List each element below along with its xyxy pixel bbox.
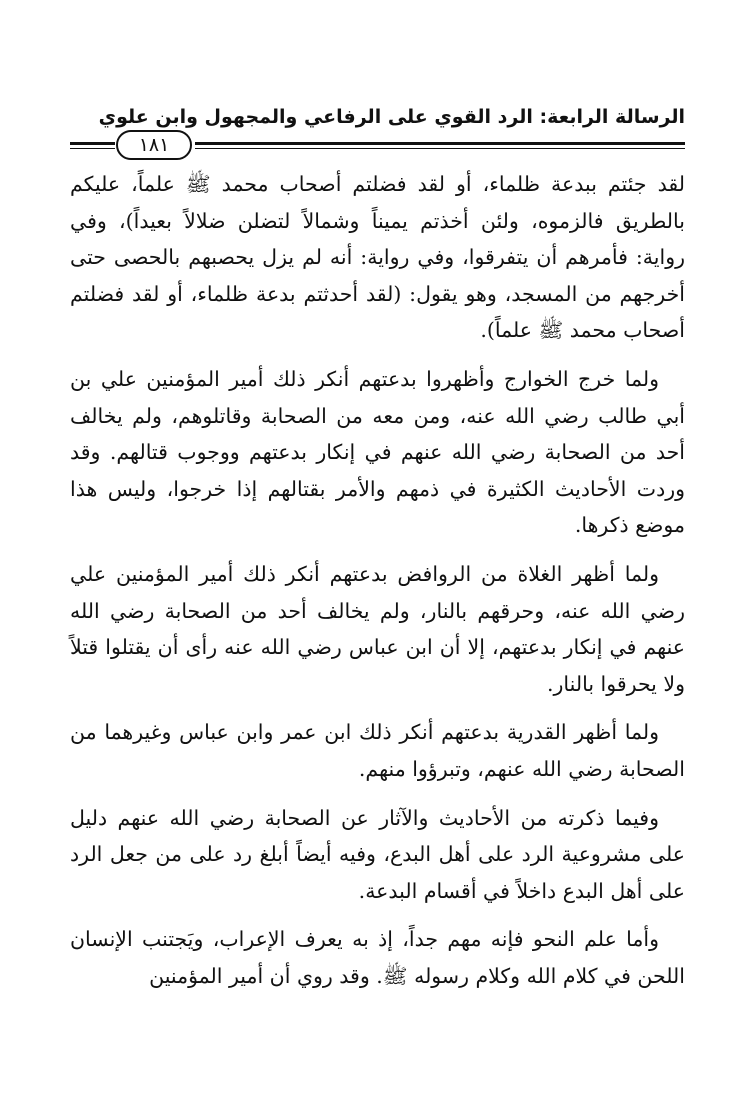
paragraph: ولما خرج الخوارج وأظهروا بدعتهم أنكر ذلك أمير المؤمنين علي بن أبي طالب رضي الله عنه، ومن معه من الصحابة وقاتلوهم، ولم يخالف أحد من الصحابة رضي الله عنهم في إنكار بدعتهم ووجوب قتالهم. وقد وردت الأحاديث الكثيرة في ذمهم والأمر بقتالهم إذا خرجوا، وليس هذا موضع ذكرها.: [70, 366, 685, 538]
paragraph: وأما علم النحو فإنه مهم جداً، إذ به يعرف الإعراب، ويَجتنب الإنسان اللحن في كلام الله وكلام رسوله ﷺ. وقد روي أن أمير المؤمنين: [70, 927, 685, 988]
body-text: [70, 166, 685, 1006]
header-rule-left-thick: [70, 142, 115, 145]
header-rule-left-thin: [70, 148, 115, 149]
paragraph: لقد جئتم ببدعة ظلماء، أو لقد فضلتم أصحاب محمد ﷺ علماً، عليكم بالطريق فالزموه، ولئن أخذتم يميناً وشمالاً لتضلن ضلالاً بعيداً)، وفي رواية: فأمرهم أن يتفرقوا، وفي رواية: أنه لم يزل يحصبهم بالحصى حتى أخرجهم من المسجد، وهو يقول: (لقد أحدثتم بدعة ظلماء، أو لقد فضلتم أصحاب محمد ﷺ علماً).: [70, 172, 685, 343]
paragraph: وفيما ذكرته من الأحاديث والآثار عن الصحابة رضي الله عنهم دليل على مشروعية الرد على أهل البدع، وفيه أيضاً أبلغ رد على من جعل الرد على أهل البدع داخلاً في أقسام البدعة.: [70, 805, 685, 903]
header-rule-thick: [195, 142, 685, 145]
running-header-title: الرسالة الرابعة: الرد القوي على الرفاعي والمجهول وابن علوي: [98, 106, 685, 128]
page-number-badge: ١٨١: [116, 130, 192, 160]
paragraph: ولما أظهر الغلاة من الروافض بدعتهم أنكر ذلك أمير المؤمنين علي رضي الله عنه، وحرقهم بالنار، ولم يخالف أحد من الصحابة رضي الله عنهم في إنكار بدعتهم، إلا أن ابن عباس رضي الله عنه رأى أن يقتلوا قتلاً ولا يحرقوا بالنار.: [70, 561, 685, 696]
header-rule-thin: [195, 148, 685, 149]
paragraph: ولما أظهر القدرية بدعتهم أنكر ذلك ابن عمر وابن عباس وغيرهما من الصحابة رضي الله عنهم، وتبرؤوا منهم.: [70, 720, 685, 781]
